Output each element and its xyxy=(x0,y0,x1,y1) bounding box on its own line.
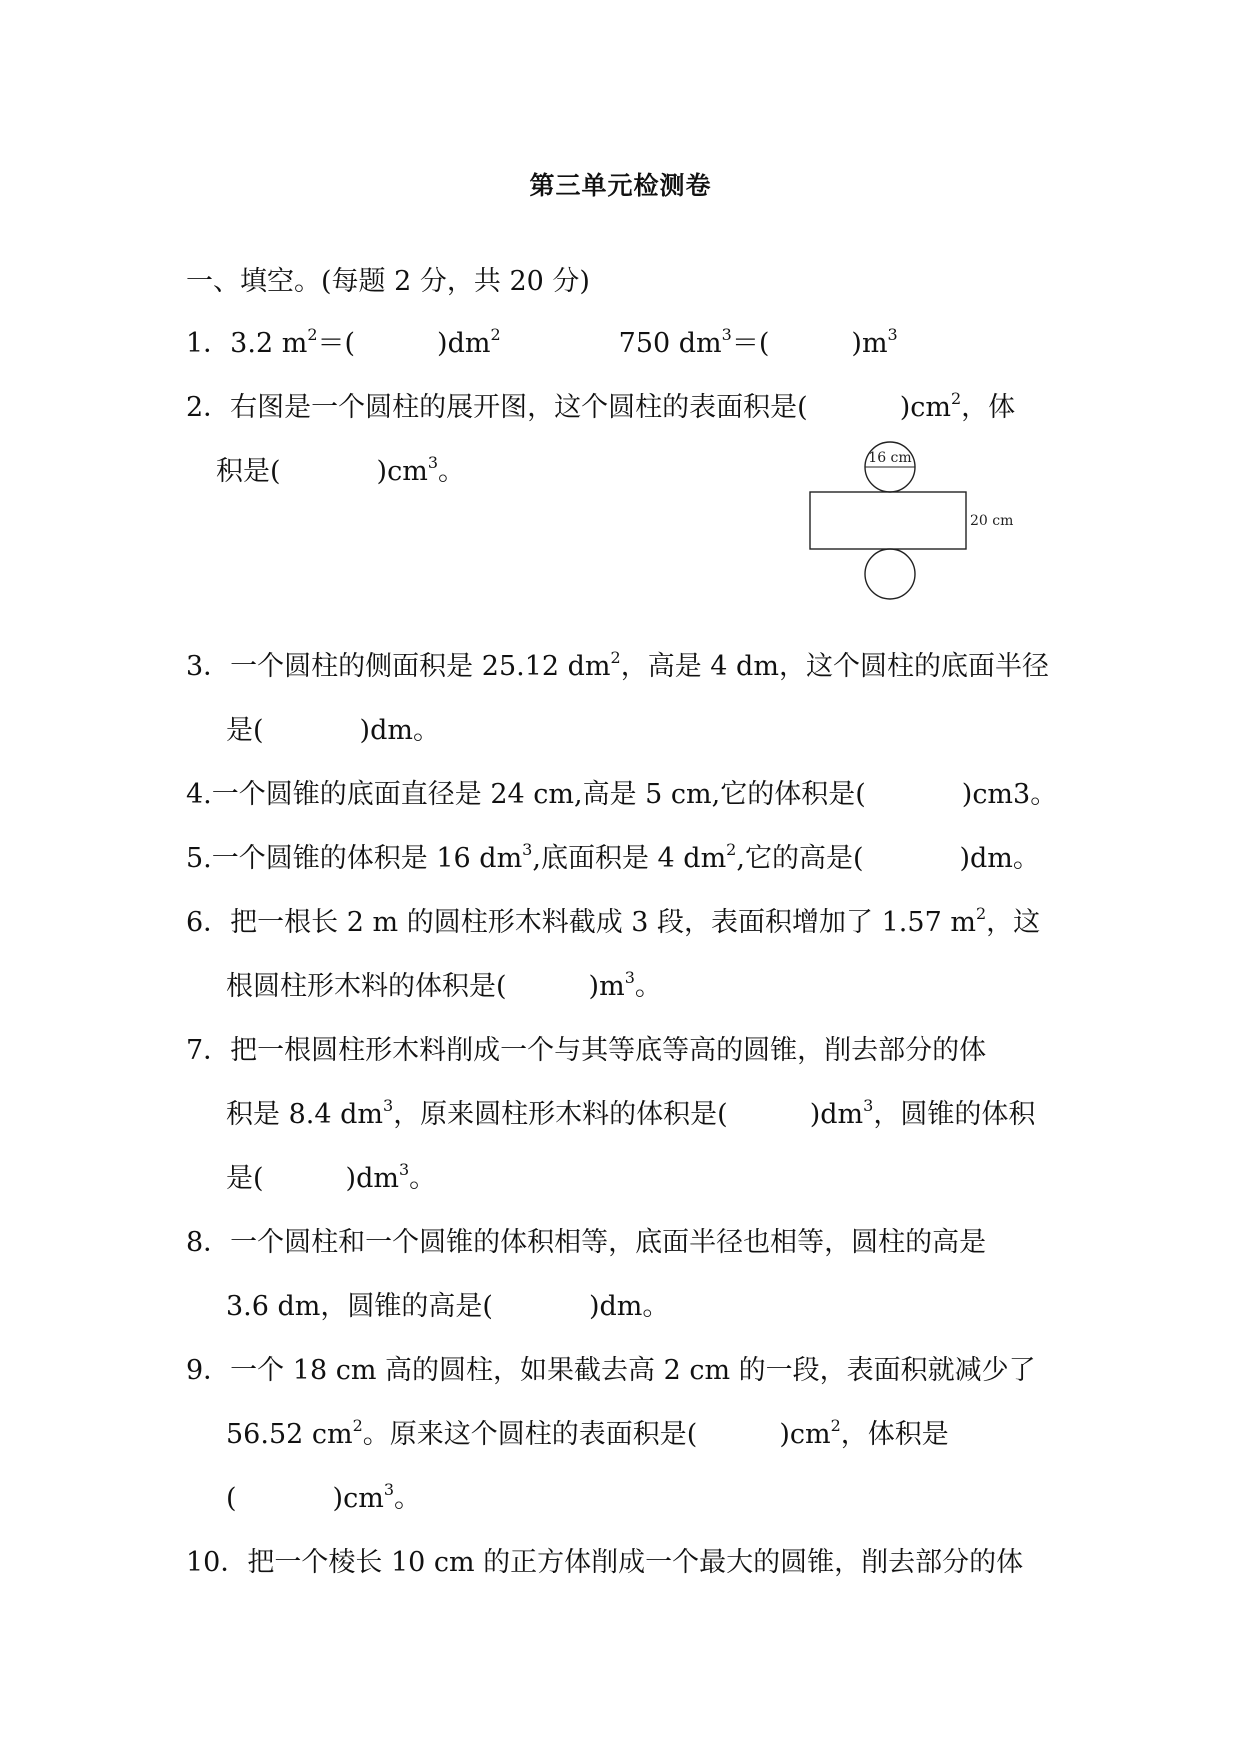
question-6-line-2: 根圆柱形木料的体积是( )$m^3$。 xyxy=(226,968,662,1002)
question-10-line-1: 10．把一个棱长 10 cm 的正方体削成一个最大的圆锥，削去部分的体 xyxy=(186,1547,1024,1578)
question-4: 4.一个圆锥的底面直径是 24 cm,高是 5 cm,它的体积是( )cm3。 xyxy=(186,779,1058,810)
question-8-line-2: 3.6 dm，圆锥的高是( )dm。 xyxy=(226,1291,670,1322)
question-7-line-1: 7．把一根圆柱形木料削成一个与其等底等高的圆锥，削去部分的体 xyxy=(186,1035,987,1066)
question-5: 5.一个圆锥的体积是 16 $dm^3$,底面积是 4 $dm^2$,它的高是( )dm。 xyxy=(186,840,1040,874)
cylinder-net-figure xyxy=(800,438,1014,608)
question-7-line-3: 是( )$dm^3$。 xyxy=(226,1160,437,1194)
question-2-line-1: 2．右图是一个圆柱的展开图，这个圆柱的表面积是( )$cm^2$，体 xyxy=(186,389,1016,423)
diameter-label: 16 cm xyxy=(868,450,912,466)
question-9-line-3: ( )$cm^3$。 xyxy=(226,1480,421,1514)
question-7-line-2: 积是 8.4 $dm^3$，原来圆柱形木料的体积是( )$dm^3$，圆锥的体积 xyxy=(226,1096,1036,1130)
bottom-circle xyxy=(865,549,915,599)
question-8-line-1: 8．一个圆柱和一个圆锥的体积相等，底面半径也相等，圆柱的高是 xyxy=(186,1227,987,1258)
question-3-line-1: 3．一个圆柱的侧面积是 25.12 $dm^2$，高是 4 dm，这个圆柱的底面半径 xyxy=(186,648,1049,682)
page-title: 第三单元检测卷 xyxy=(529,171,712,200)
question-9-line-1: 9．一个 18 cm 高的圆柱，如果截去高 2 cm 的一段，表面积就减少了 xyxy=(186,1355,1036,1386)
section-heading: 一、填空。(每题 2 分，共 20 分) xyxy=(186,266,590,297)
question-6-line-1: 6．把一根长 2 m 的圆柱形木料截成 3 段，表面积增加了 1.57 $m^2$，这 xyxy=(186,904,1041,938)
question-3-line-2: 是( )dm。 xyxy=(226,715,440,746)
question-9-line-2: 56.52 $cm^2$。原来这个圆柱的表面积是( )$cm^2$，体积是 xyxy=(226,1416,949,1450)
height-label: 20 cm xyxy=(970,513,1014,529)
question-1: 1．3.2 $m^2=$( )$dm^2$ 750 $dm^3=$( )$m^3$ xyxy=(186,325,898,359)
side-rectangle xyxy=(810,492,966,549)
question-2-line-2: 积是( )$cm^3$。 xyxy=(216,453,465,487)
